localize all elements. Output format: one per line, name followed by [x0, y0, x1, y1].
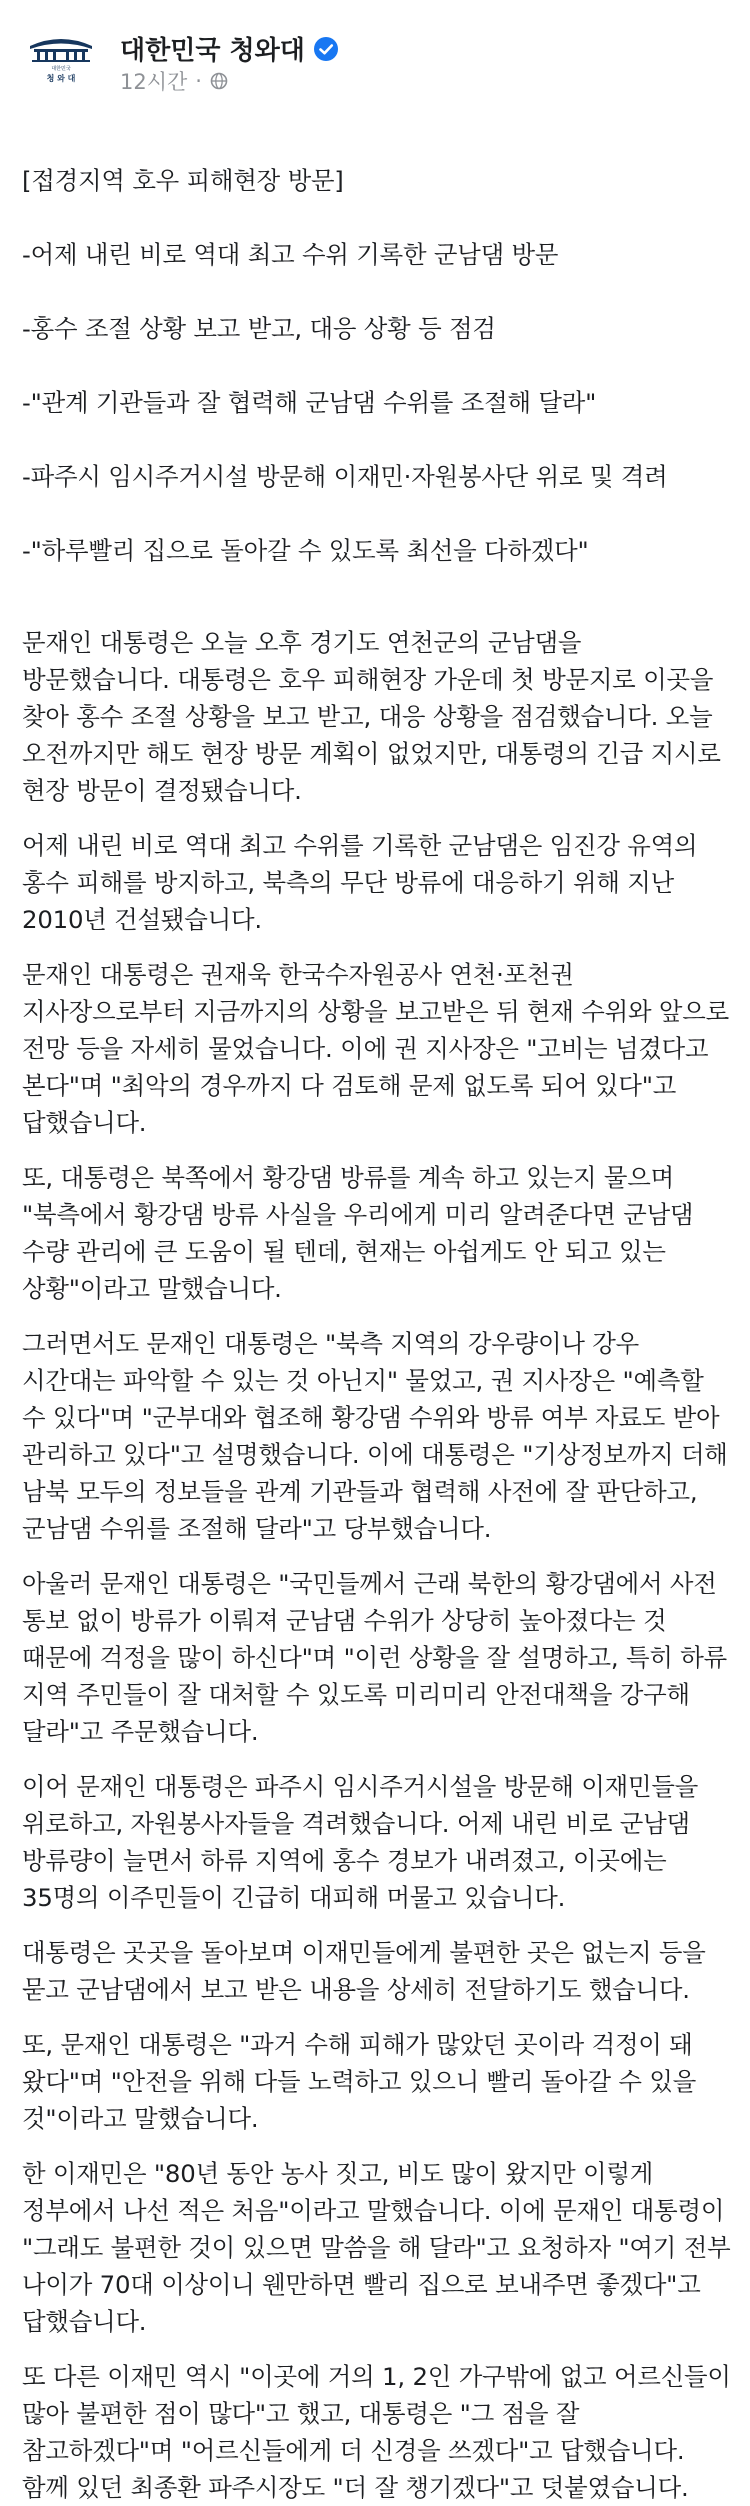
post-paragraph: 이어 문재인 대통령은 파주시 임시주거시설을 방문해 이재민들을 위로하고, 자원봉사자들을 격려했습니다. 어제 내린 비로 군남댐 방류량이 늘면서 하류 지역에 홍수 경보가 내려졌고, 이곳에는 35명의 이주민들이 긴급히 대피해 머물고 있습니다.	[22, 1772, 699, 1912]
post-paragraph: 또 다른 이재민 역시 "이곳에 거의 1, 2인 가구밖에 없고 어르신들이 많아 불편한 점이 많다"고 했고, 대통령은 "그 점을 잘 참고하겠다"며 "어르신들에게 더 신경을 쓰겠다"고 답했습니다. 함께 있던 최종환 파주시장도 "더 잘 챙기겠다"고 덧붙였습니다.	[22, 2362, 731, 2502]
page-name-row	[120, 30, 339, 67]
summary-line: -파주시 임시주거시설 방문해 이재민·자원봉사단 위로 및 격려	[22, 462, 668, 491]
post-paragraph: 또, 대통령은 북쪽에서 황강댐 방류를 계속 하고 있는지 물으며 "북측에서 황강댐 방류 사실을 우리에게 미리 알려준다면 군남댐 수량 관리에 큰 도움이 될 텐데, 현재는 아쉽게도 안 되고 있는 상황"이라고 말했습니다.	[22, 1163, 694, 1303]
summary-line: -"하루빨리 집으로 돌아갈 수 있도록 최선을 다하겠다"	[22, 536, 589, 565]
post-timestamp[interactable]: 12시간	[120, 70, 188, 94]
page-name-link[interactable]: 대한민국 청와대	[120, 36, 305, 66]
globe-icon[interactable]	[210, 72, 228, 90]
post-summary	[22, 125, 732, 606]
post-paragraph: 또, 문재인 대통령은 "과거 수해 피해가 많았던 곳이라 걱정이 돼 왔다"며 "안전을 위해 다들 노력하고 있으니 빨리 돌아갈 수 있을 것"이라고 말했습니다.	[22, 2030, 697, 2133]
post-paragraph: 문재인 대통령은 오늘 오후 경기도 연천군의 군남댐을 방문했습니다. 대통령은 호우 피해현장 가운데 첫 방문지로 이곳을 찾아 홍수 조절 상황을 보고 받고, 대응 상황을 점검했습니다. 오늘 오전까지만 해도 현장 방문 계획이 없었지만, 대통령의 긴급 지시로 현장 방문이 결정됐습니다.	[22, 628, 721, 805]
summary-line: -홍수 조절 상황 보고 받고, 대응 상황 등 점검	[22, 314, 496, 343]
post-paragraph: 어제 내린 비로 역대 최고 수위를 기록한 군남댐은 임진강 유역의 홍수 피해를 방지하고, 북측의 무단 방류에 대응하기 위해 지난 2010년 건설됐습니다.	[22, 831, 698, 934]
post-paragraph: 문재인 대통령은 권재욱 한국수자원공사 연천·포천권 지사장으로부터 지금까지의 상황을 보고받은 뒤 현재 수위와 앞으로 전망 등을 자세히 물었습니다. 이에 권 지사장은 "고비는 넘겼다고 본다"며 "최악의 경우까지 다 검토해 문제 없도록 되어 있다"고 답했습니다.	[22, 960, 729, 1137]
post-paragraph: 한 이재민은 "80년 동안 농사 짓고, 비도 많이 왔지만 이렇게 정부에서 나선 적은 처음"이라고 말했습니다. 이에 문재인 대통령이 "그래도 불편한 것이 있으면 말씀을 해 달라"고 요청하자 "여기 전부 나이가 70대 이상이니 웬만하면 빨리 집으로 보내주면 좋겠다"고 답했습니다.	[22, 2159, 731, 2336]
verified-badge-icon	[313, 36, 339, 62]
blue-house-logo[interactable]	[20, 30, 102, 86]
logo-text-bottom: 청 와 대	[46, 74, 76, 83]
post-paragraph: 그러면서도 문재인 대통령은 "북측 지역의 강우량이나 강우 시간대는 파악할 수 있는 것 아닌지" 물었고, 권 지사장은 "예측할 수 있다"며 "군부대와 협조해 황강댐 수위와 방류 여부 자료도 받아 관리하고 있다"고 설명했습니다. 이에 대통령은 "기상정보까지 더해 남북 모두의 정보들을 관계 기관들과 협력해 사전에 잘 판단하고, 군남댐 수위를 조절해 달라"고 당부했습니다.	[22, 1329, 728, 1543]
post-body	[0, 110, 750, 2506]
post-header	[0, 0, 750, 110]
logo-text-top: 대한민국	[51, 66, 71, 72]
summary-line: -"관계 기관들과 잘 협력해 군남댐 수위를 조절해 달라"	[22, 388, 597, 417]
summary-line: -어제 내린 비로 역대 최고 수위 기록한 군남댐 방문	[22, 240, 559, 269]
post-meta	[120, 66, 228, 96]
meta-separator: ·	[195, 69, 202, 93]
summary-line: [접경지역 호우 피해현장 방문]	[22, 166, 344, 195]
post-paragraph: 아울러 문재인 대통령은 "국민들께서 근래 북한의 황강댐에서 사전 통보 없이 방류가 이뤄져 군남댐 수위가 상당히 높아졌다는 것 때문에 걱정을 많이 하신다"며 "이런 상황을 잘 설명하고, 특히 하류 지역 주민들이 잘 대처할 수 있도록 미리미리 안전대책을 강구해 달라"고 주문했습니다.	[22, 1569, 727, 1746]
post-paragraph: 대통령은 곳곳을 돌아보며 이재민들에게 불편한 곳은 없는지 등을 묻고 군남댐에서 보고 받은 내용을 상세히 전달하기도 했습니다.	[22, 1938, 706, 2004]
